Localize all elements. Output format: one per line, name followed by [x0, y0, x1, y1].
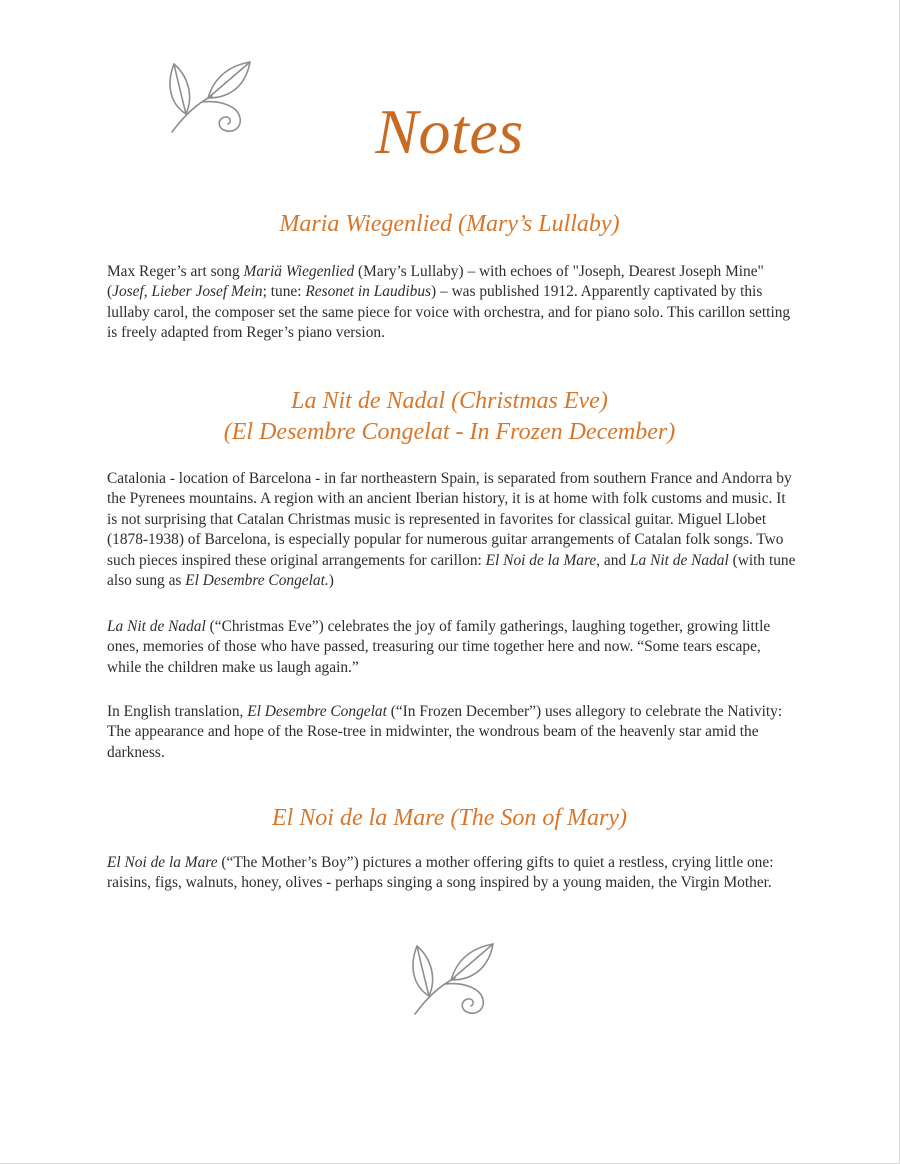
- italic-title-text: Mariä Wiegenlied: [243, 263, 355, 280]
- heading-line-2: (El Desembre Congelat - In Frozen December): [223, 419, 676, 445]
- leaf-swirl-icon: [405, 938, 497, 1020]
- paragraph-text: ; tune:: [262, 283, 306, 301]
- italic-title-text: Josef, Lieber Josef Mein: [112, 283, 263, 301]
- paragraph-text: ) – was published 1912. Apparently captivated by this lullaby carol, the composer set the same piece for voice with orchestra, and for piano solo. This carillon setting is freely adapted from Reger’s piano version.: [107, 283, 791, 342]
- italic-title-text: La Nit de Nadal: [107, 618, 206, 635]
- heading-line-1: La Nit de Nadal (Christmas Eve): [291, 388, 608, 414]
- italic-title-text: El Noi de la Mare: [485, 551, 597, 569]
- paragraph-text: (Mary’s Lullaby) – with echoes of "Joseph, Dearest Joseph Mine" (: [107, 263, 764, 301]
- italic-title-text: La Nit de Nadal: [630, 551, 729, 569]
- paragraph-text: ): [328, 572, 334, 590]
- paragraph-text: Max Reger’s art song: [107, 263, 244, 280]
- italic-title-text: Resonet in Laudibus: [305, 283, 432, 301]
- paragraph-text: (with tune also sung as: [107, 551, 796, 590]
- paragraph-text: (“The Mother’s Boy”) pictures a mother offering gifts to quiet a restless, crying little one: raisins, figs, walnuts, honey, olives - perhaps singing a song inspired by a young maiden, the Virgin Mother.: [107, 854, 774, 892]
- section-heading-el-noi-de-la-mare: El Noi de la Mare (The Son of Mary): [271, 805, 628, 831]
- section-heading-la-nit-de-nadal: [0, 386, 899, 448]
- section-heading-maria-wiegenlied: Maria Wiegenlied (Mary’s Lullaby): [279, 211, 620, 237]
- paragraph-maria-wiegenlied: [107, 262, 797, 344]
- page-title: Notes: [375, 96, 524, 167]
- italic-title-text: El Desembre Congelat.: [185, 572, 329, 590]
- paragraph-christmas-eve: [107, 617, 797, 678]
- paragraph-el-noi-de-la-mare: [107, 853, 797, 894]
- italic-title-text: El Noi de la Mare: [107, 854, 218, 871]
- paragraph-frozen-december: [107, 702, 797, 763]
- paragraph-text: (“In Frozen December”) uses allegory to celebrate the Nativity: The appearance and hope of the Rose-tree in midwinter, the wondrous beam of the heavenly star amid the darkness.: [107, 703, 783, 761]
- paragraph-text: , and: [596, 551, 630, 569]
- paragraph-text: In English translation,: [107, 703, 248, 720]
- paragraph-text: Catalonia - location of Barcelona - in far northeastern Spain, is separated from southern France and Andorra by the Pyrenees mountains. A region with an ancient Iberian history, it is at home with folk customs and music. It is not surprising that Catalan Christmas music is represented in favorites for classical guitar. Miguel Llobet (1878-1938) of Barcelona, is especially popular for numerous guitar arrangements of Catalan folk songs. Two such pieces inspired these original arrangements for carillon:: [107, 470, 792, 569]
- paragraph-catalonia: [107, 469, 797, 591]
- paragraph-text: (“Christmas Eve”) celebrates the joy of family gatherings, laughing together, growing little ones, memories of those who have passed, treasuring our time together here and now. “Some tears escape, while the children make us laugh again.”: [107, 618, 771, 676]
- italic-title-text: El Desembre Congelat: [247, 703, 387, 720]
